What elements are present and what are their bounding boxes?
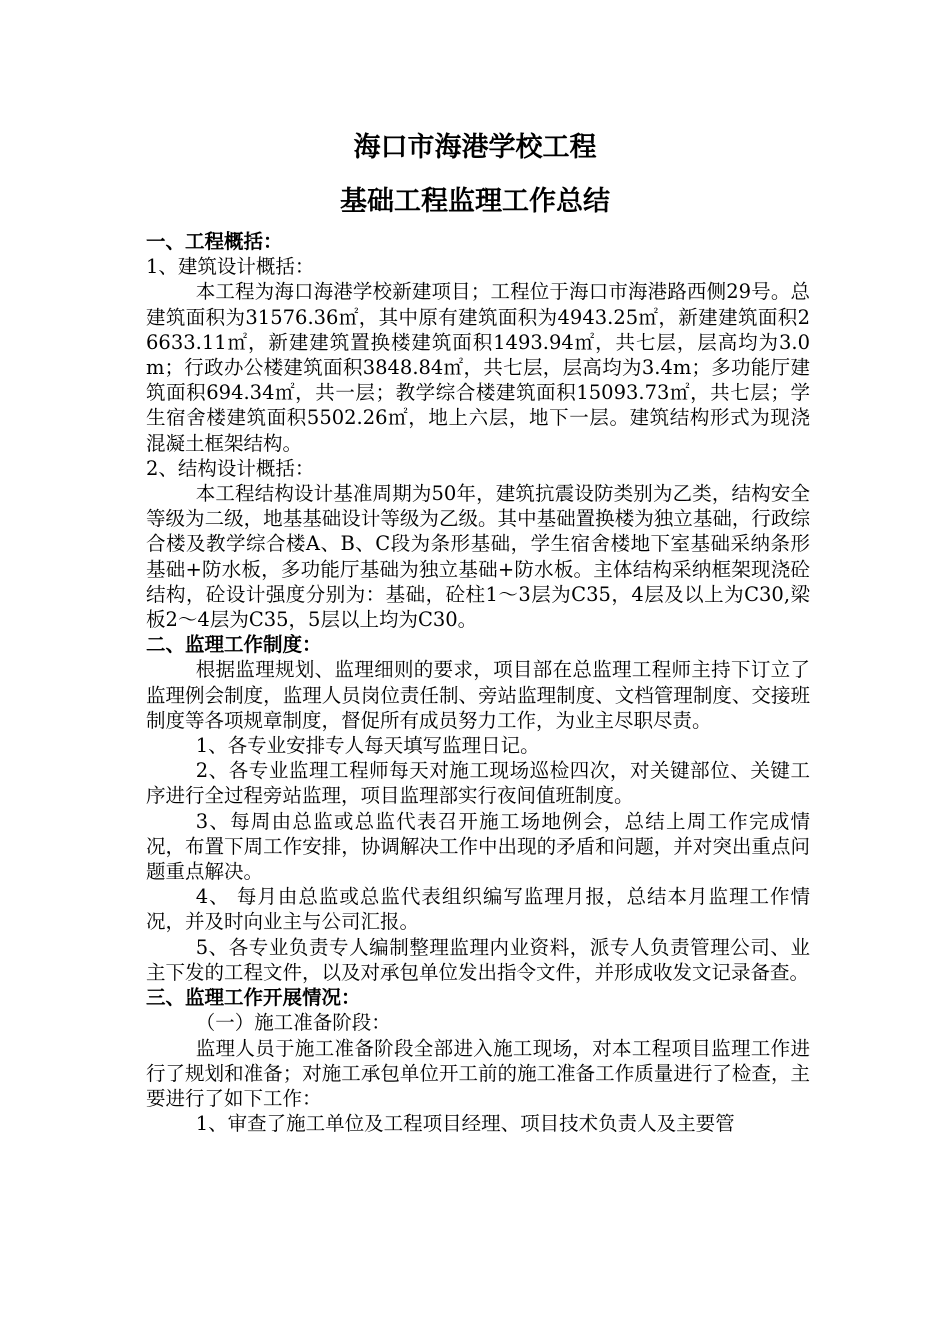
phase-heading: （一）施工准备阶段：	[195, 1011, 391, 1035]
list-item: 1、审查了施工单位及工程项目经理、项目技术负责人及主要管	[195, 1112, 735, 1136]
subsection-heading-architecture: 1、建筑设计概括：	[146, 255, 315, 279]
paragraph-structure: 本工程结构设计基准周期为50年，建筑抗震设防类别为乙类，结构安全等级为二级，地基基础设计等级为乙级。其中基础置换楼为独立基础，行政综合楼及教学综合楼A、B、C段为条形基础，学生宿舍楼地下室基础采纳条形基础+防水板，多功能厅基础为独立基础+防水板。主体结构采纳框架现浇砼结构，砼设计强度分别为：基础，砼柱1～3层为C35，4层及以上为C30,梁板2～4层为C35，5层以上均为C30。	[146, 482, 810, 632]
list-item: 3、每周由总监或总监代表召开施工场地例会，总结上周工作完成情况，布置下周工作安排，协调解决工作中出现的矛盾和问题，并对突出重点问题重点解决。	[146, 809, 810, 884]
section-heading-progress: 三、监理工作开展情况：	[146, 986, 361, 1010]
list-item: 4、 每月由总监或总监代表组织编写监理月报，总结本月监理工作情况，并及时向业主与公司汇报。	[146, 885, 810, 934]
document-body	[146, 229, 810, 1136]
document-title: 海口市海港学校工程	[353, 132, 597, 163]
paragraph-system-intro: 根据监理规划、监理细则的要求，项目部在总监理工程师主持下订立了监理例会制度，监理人员岗位责任制、旁站监理制度、文档管理制度、交接班制度等各项规章制度，督促所有成员努力工作，为业主尽职尽责。	[146, 658, 810, 732]
document-subtitle: 基础工程监理工作总结	[340, 186, 610, 217]
list-item: 2、各专业监理工程师每天对施工现场巡检四次，对关键部位、关键工序进行全过程旁站监理，项目监理部实行夜间值班制度。	[146, 759, 810, 808]
paragraph-architecture: 本工程为海口海港学校新建项目；工程位于海口市海港路西侧29号。总建筑面积为31576.36㎡，其中原有建筑面积为4943.25㎡，新建建筑面积26633.11㎡，新建建筑置换楼建筑面积1493.94㎡，共七层，层高均为3.0m；行政办公楼建筑面积3848.84㎡，共七层，层高均为3.4m；多功能厅建筑面积694.34㎡，共一层；教学综合楼建筑面积15093.73㎡，共七层；学生宿舍楼建筑面积5502.26㎡，地上六层，地下一层。建筑结构形式为现浇混凝土框架结构。	[146, 280, 810, 455]
list-item: 5、各专业负责专人编制整理监理内业资料，派专人负责管理公司、业主下发的工程文件，以及对承包单位发出指令文件，并形成收发文记录备查。	[146, 935, 810, 984]
paragraph-phase-intro: 监理人员于施工准备阶段全部进入施工现场，对本工程项目监理工作进行了规划和准备；对施工承包单位开工前的施工准备工作质量进行了检查，主要进行了如下工作：	[146, 1036, 810, 1110]
section-heading-system: 二、监理工作制度：	[146, 633, 322, 657]
subsection-heading-structure: 2、结构设计概括：	[146, 456, 315, 480]
list-item: 1、各专业安排专人每天填写监理日记。	[195, 734, 540, 758]
section-heading-overview: 一、工程概括：	[146, 230, 283, 253]
